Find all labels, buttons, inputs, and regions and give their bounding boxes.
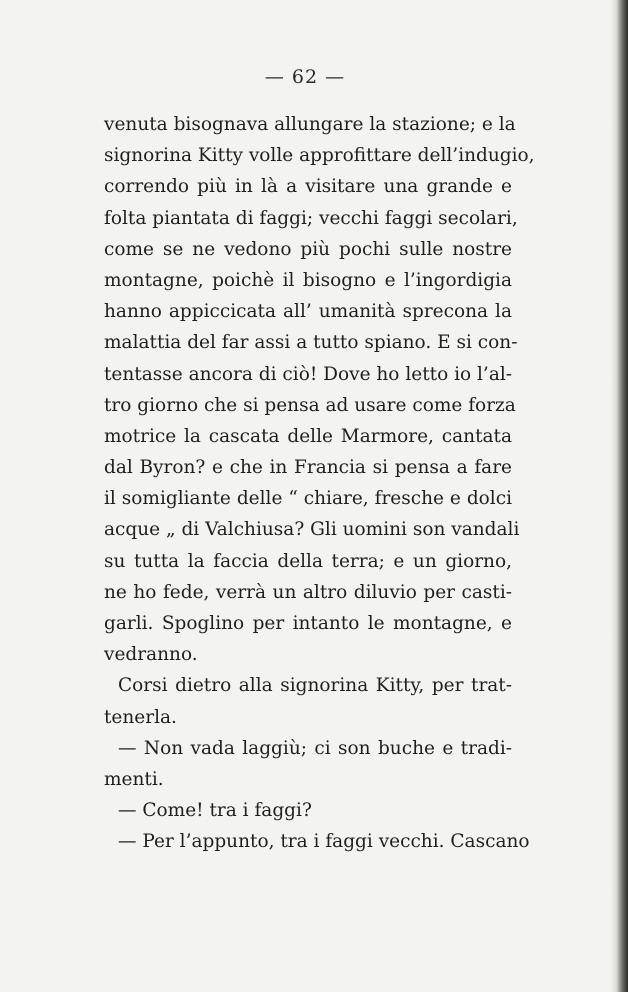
body-text [104, 109, 535, 858]
text-line-15: su tutta la faccia della terra; e un giorno, [104, 550, 512, 572]
text-line-20: tenerla. [104, 706, 177, 728]
text-line-13: il somigliante delle “ chiare, fresche e dolci [104, 488, 512, 510]
text-line-12: dal Byron? e che in Francia si pensa a fare [104, 457, 512, 479]
text-line-14: acque „ di Valchiusa? Gli uomini son vandali [104, 519, 520, 541]
text-line-7: hanno appiccicata all’ umanità sprecona la [104, 301, 512, 323]
text-line-16: ne ho fede, verrà un altro diluvio per casti- [104, 581, 512, 603]
text-line-10: tro giorno che si pensa ad usare come forza [104, 394, 516, 416]
text-line-4: folta piantata di faggi; vecchi faggi secolari, [104, 207, 518, 229]
text-line-18: vedranno. [104, 644, 198, 666]
text-line-17: garli. Spoglino per intanto le montagne, e [104, 613, 512, 634]
text-line-1: venuta bisognava allungare la stazione; e la [104, 114, 516, 135]
text-line-3: correndo più in là a visitare una grande e [104, 176, 512, 198]
text-line-21: — Non vada laggiù; ci son buche e tradi- [118, 737, 512, 759]
text-line-2: signorina Kitty volle approfittare dell’indugio, [104, 145, 535, 167]
text-line-5: come se ne vedono più pochi sulle nostre [104, 238, 512, 260]
text-line-22: menti. [104, 768, 164, 790]
text-line-19: Corsi dietro alla signorina Kitty, per trat- [118, 675, 512, 697]
page-spine-shadow [610, 0, 628, 992]
page-number: — 62 — [264, 66, 346, 88]
text-line-8: malattia del far assi a tutto spiano. E si con- [104, 332, 518, 354]
text-line-23: — Come! tra i faggi? [118, 800, 312, 822]
text-line-11: motrice la cascata delle Marmore, cantata [104, 425, 512, 447]
text-line-6: montagne, poichè il bisogno e l’ingordigia [104, 269, 512, 291]
text-line-24: — Per l’appunto, tra i faggi vecchi. Cascano [118, 831, 530, 853]
text-line-9: tentasse ancora di ciò! Dove ho letto io l’al- [104, 363, 513, 385]
